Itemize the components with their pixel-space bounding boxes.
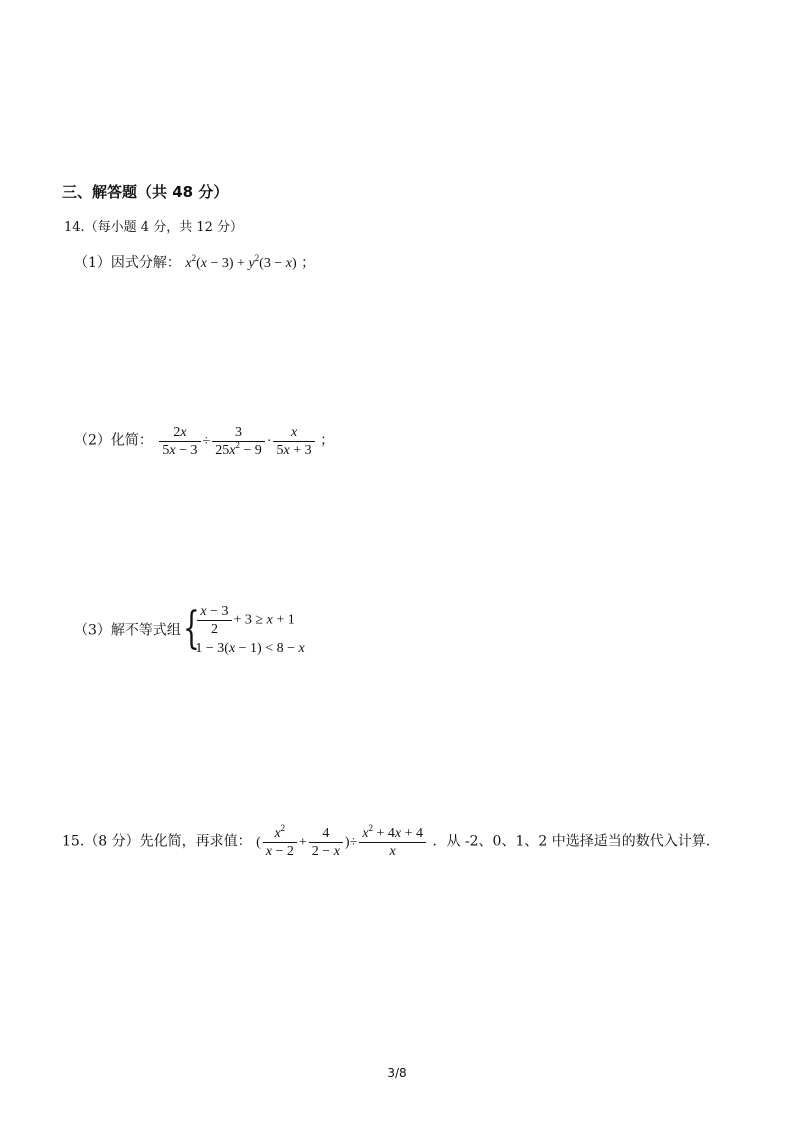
factor-expression: $x^2(x - 3) + y^2(3 - x)$ (185, 253, 297, 271)
part-2-tail: ； (320, 432, 335, 449)
question-15 (62, 825, 710, 860)
page-number: 3/8 (387, 1066, 407, 1080)
question-14-part-2 (74, 424, 334, 459)
part-1-tail: ； (301, 255, 316, 271)
question-15-tail: ．从 -2、0、1、2 中选择适当的数代入计算. (432, 833, 711, 850)
question-14-part-1 (74, 254, 315, 273)
inequality-2: 1 − 3(x − 1) < 8 − x (195, 641, 305, 656)
q15-expression: ( $\frac{x^2}{x - 2}$ + $\frac{4}{2 - x}$ )÷ $\frac{x^2 + 4x + 4}{x}$ (256, 835, 428, 850)
fraction: $\frac{3}{25x^2 - 9}$ (212, 424, 265, 459)
question-15-label: 15.（8 分）先化简，再求值： (62, 833, 252, 850)
fraction: $\frac{2x}{5x - 3}$ (159, 424, 200, 459)
inequality-1: $\frac{x - 3}{2}$ + 3 ≥ x + 1 (195, 603, 304, 638)
question-14-part-3 (74, 603, 305, 658)
fraction: $\frac{x}{5x + 3}$ (273, 424, 314, 459)
part-1-label: （1）因式分解： (74, 255, 181, 271)
section-title: 三、解答题（共 48 分） (62, 183, 229, 201)
simplify-expression: $\frac{2x}{5x - 3}$ ÷ $\frac{3}{25x^2 - 9}$ · $\frac{x}{5x + 3}$ (157, 434, 320, 449)
inequality-system (185, 603, 304, 658)
part-2-label: （2）化简： (74, 432, 153, 449)
left-brace: { (183, 603, 201, 654)
fraction: $\frac{4}{2 - x}$ (309, 825, 343, 860)
question-14-header: 14.（每小题 4 分，共 12 分） (64, 220, 244, 235)
part-3-label: （3）解不等式组 (74, 622, 181, 639)
fraction: $\frac{x^2}{x - 2}$ (263, 825, 297, 860)
fraction: $\frac{x^2 + 4x + 4}{x}$ (359, 825, 426, 860)
fraction: $\frac{x - 3}{2}$ (197, 603, 231, 638)
